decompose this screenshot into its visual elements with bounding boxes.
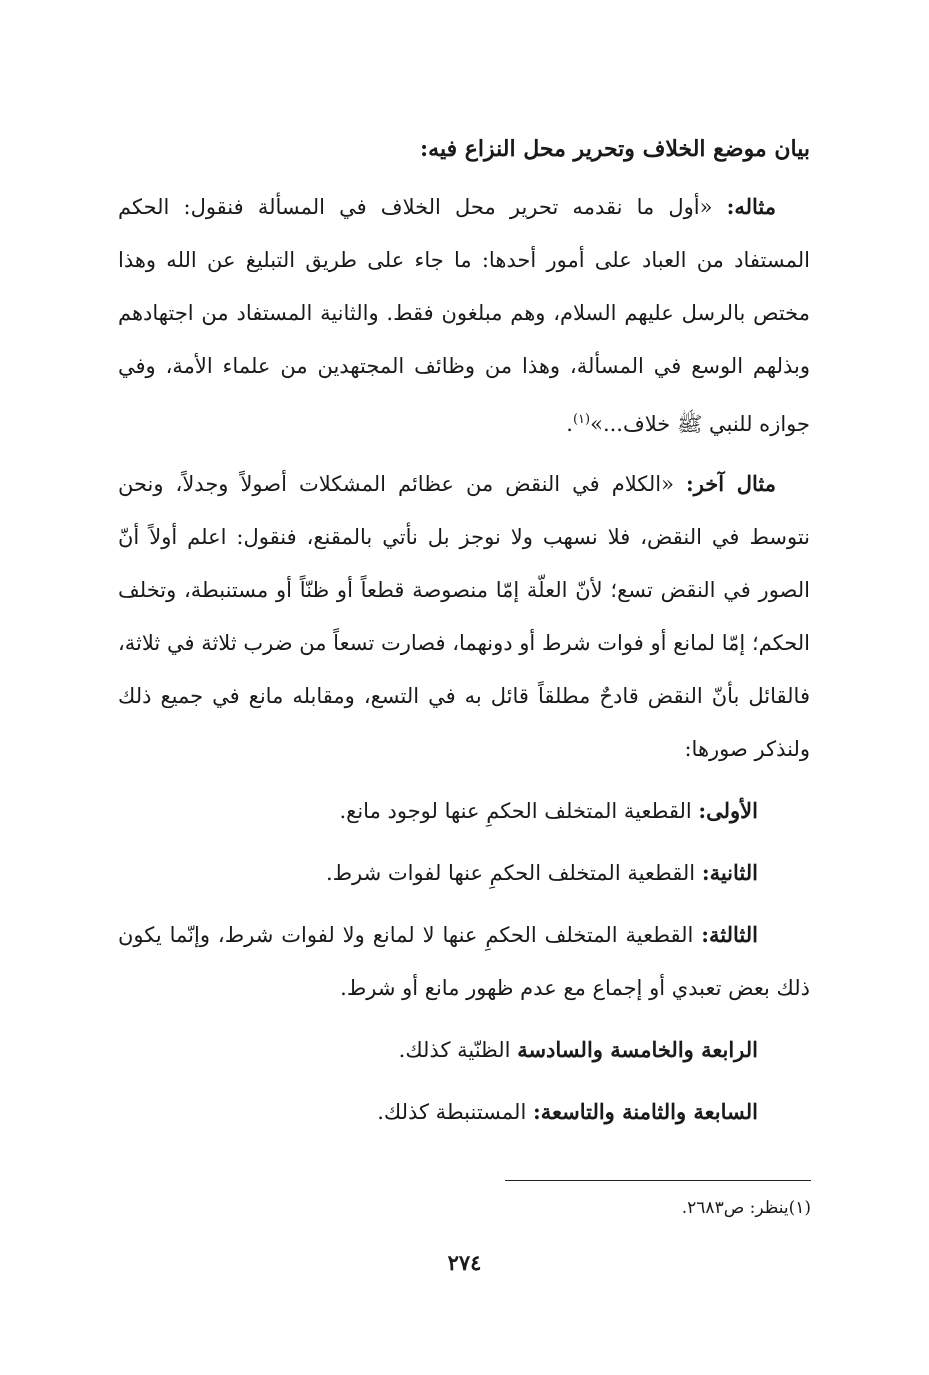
another-example-label: مثال آخر:: [685, 471, 776, 496]
list-item-label: الثانية:: [701, 860, 758, 885]
list-item: [118, 908, 810, 1015]
list-item-label: الأولى:: [698, 798, 758, 823]
list-item-text: المستنبطة كذلك.: [377, 1100, 533, 1124]
list-item: [118, 1085, 810, 1139]
example-end: .: [566, 412, 573, 436]
list-item-text: القطعية المتخلف الحكمِ عنها لا لمانع ولا لفوات شرط، وإنّما يكون ذلك بعض تعبدي أو إجماع مع عدم ظهور مانع أو شرط.: [118, 923, 810, 1000]
section-heading: بيان موضع الخلاف وتحرير محل النزاع فيه:: [420, 136, 810, 162]
list-item-text: الظنّية كذلك.: [398, 1038, 518, 1062]
example-paragraph: [118, 180, 810, 451]
list-item-text: القطعية المتخلف الحكمِ عنها لفوات شرط.: [325, 861, 702, 885]
footnote: (١)ينظر: ص٢٦٨٣.: [681, 1198, 811, 1218]
list-item-label: الثالثة:: [701, 922, 758, 947]
list-item: [118, 784, 810, 838]
page-number: ٢٧٤: [447, 1250, 482, 1275]
another-example-paragraph: [118, 457, 810, 776]
page-body: [118, 118, 810, 1358]
footnote-divider: [505, 1180, 811, 1181]
list-item: [118, 1023, 810, 1077]
footnote-reference[interactable]: (١): [572, 412, 591, 427]
example-text: «أول ما نقدمه تحرير محل الخلاف في المسألة فنقول: الحكم المستفاد من العباد على أمور أحدها: ما جاء على طريق التبليغ عن الله وهذا مختص بالرسل عليهم السلام، وهم مبلغون فقط. والثانية المستفاد من اجتهادهم وبذلهم الوسع في المسألة، وهذا من وظائف المجتهدين من علماء الأمة، وفي جوازه للنبي ﷺ خلاف...»: [118, 195, 810, 436]
example-label: مثاله:: [726, 194, 776, 219]
list-item-text: القطعية المتخلف الحكمِ عنها لوجود مانع.: [339, 799, 699, 823]
another-example-text: «الكلام في النقض من عظائم المشكلات أصولاً وجدلاً، ونحن نتوسط في النقض، فلا نسهب ولا نوجز بل نأتي بالمقنع، فنقول: اعلم أولاً أنّ الصور في النقض تسع؛ لأنّ العلّة إمّا منصوصة قطعاً أو ظنّاً أو مستنبطة، وتخلف الحكم؛ إمّا لمانع أو فوات شرط أو دونهما، فصارت تسعاً من ضرب ثلاثة في ثلاثة، فالقائل بأنّ النقض قادحٌ مطلقاً قائل به في التسع، ومقابله مانع في جميع ذلك ولنذكر صورها:: [118, 472, 810, 761]
list-item-label: الرابعة والخامسة والسادسة: [517, 1037, 758, 1062]
list-item: [118, 846, 810, 900]
list-item-label: السابعة والثامنة والتاسعة:: [532, 1099, 758, 1124]
